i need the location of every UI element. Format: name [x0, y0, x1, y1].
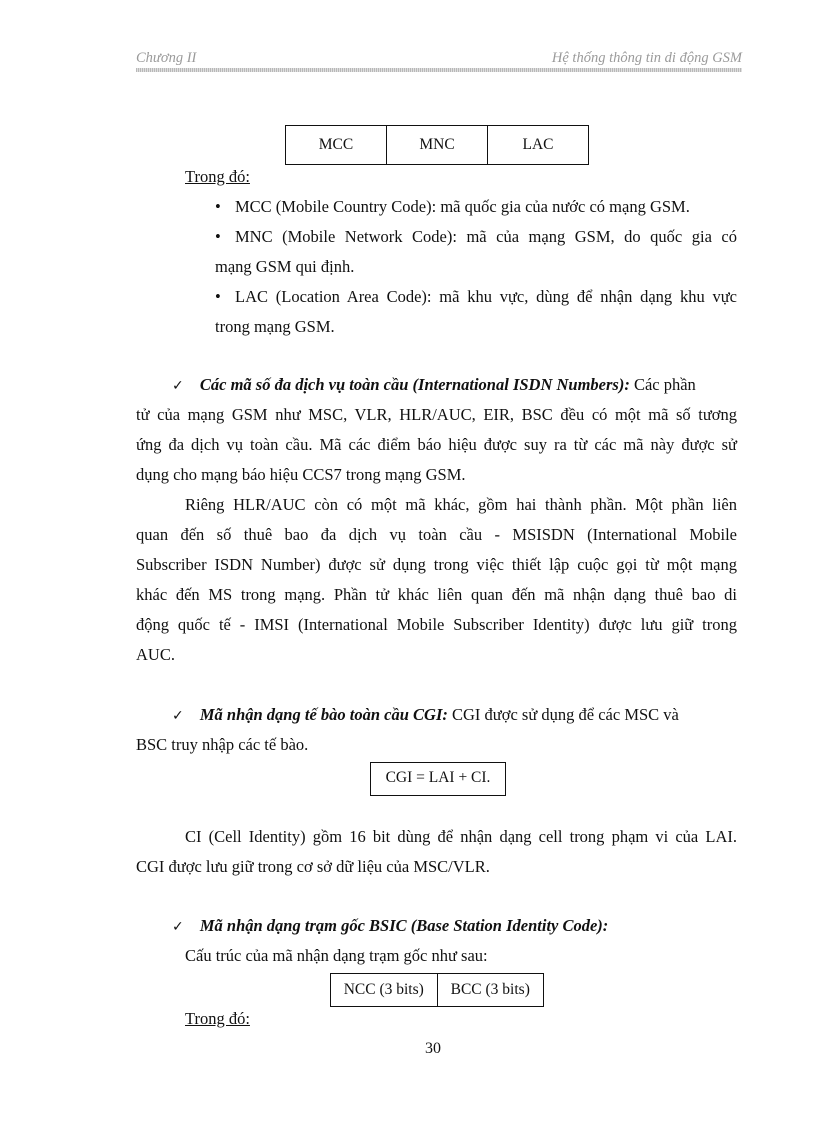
header-title: Hệ thống thông tin di động GSM: [551, 50, 742, 66]
cgi-formula-box: [370, 762, 506, 796]
check-mark-icon: ✓: [172, 708, 184, 724]
cgi-formula: CGI = LAI + CI.: [385, 769, 491, 786]
trong-do-label: Trong đó:: [185, 167, 250, 186]
lai-cell-lac: LAC: [488, 126, 589, 165]
bullet-mnc: • MNC (Mobile Network Code): mã của mạng GSM, do quốc gia có: [215, 227, 737, 246]
bsic-intro: Cấu trúc của mã nhận dạng trạm gốc như sau:: [185, 946, 488, 965]
isdn-line1-tail: Các phần: [629, 375, 696, 394]
isdn-p2-line2: quan đến số thuê bao đa dịch vụ toàn cầu - MSISDN (International Mobile: [136, 525, 737, 544]
cgi-heading-line: [172, 705, 737, 726]
lai-cell-mcc: MCC: [286, 126, 387, 165]
cgi-line1-tail: CGI được sử dụng để các MSC và: [447, 705, 679, 724]
isdn-p2-line3: Subscriber ISDN Number) được sử dụng trong việc thiết lập cuộc gọi từ một mạng: [136, 555, 737, 574]
isdn-line3: ứng đa dịch vụ toàn cầu. Mã các điểm báo hiệu được suy ra từ các mã này được sử: [136, 435, 737, 454]
bsic-heading-line: [172, 916, 608, 937]
isdn-line2: tử của mạng GSM như MSC, VLR, HLR/AUC, EIR, BSC đều có một mã số tương: [136, 405, 737, 424]
trong-do-label-2: Trong đó:: [185, 1009, 250, 1028]
bullet-lac-text: LAC (Location Area Code): mã khu vực, dùng để nhận dạng khu vực: [235, 287, 737, 306]
cgi-line2: BSC truy nhập các tế bào.: [136, 735, 309, 754]
bsic-cell-ncc: NCC (3 bits): [331, 974, 438, 1007]
bsic-heading: Mã nhận dạng trạm gốc BSIC (Base Station Identity Code):: [199, 916, 609, 935]
lai-structure-table: [285, 125, 589, 165]
check-mark-icon: ✓: [172, 919, 184, 935]
isdn-line4: dụng cho mạng báo hiệu CCS7 trong mạng GSM.: [136, 465, 466, 484]
bullet-mcc: • MCC (Mobile Country Code): mã quốc gia của nước có mạng GSM.: [215, 197, 690, 216]
cgi-p-line1: CI (Cell Identity) gồm 16 bit dùng để nhận dạng cell trong phạm vi của LAI.: [185, 827, 737, 846]
isdn-heading: Các mã số đa dịch vụ toàn cầu (International ISDN Numbers):: [199, 375, 630, 394]
page-number: 30: [425, 1040, 441, 1057]
header-rule: [136, 68, 742, 72]
isdn-p2-line4: khác đến MS trong mạng. Phần tử khác liên quan đến mã nhận dạng thuê bao di: [136, 585, 737, 604]
bsic-cell-bcc: BCC (3 bits): [437, 974, 544, 1007]
cgi-heading: Mã nhận dạng tế bào toàn cầu CGI:: [199, 705, 448, 724]
check-mark-icon: ✓: [172, 378, 184, 394]
isdn-heading-line: [172, 375, 737, 396]
isdn-p2-line6: AUC.: [136, 645, 175, 664]
isdn-p2-line5: động quốc tế - IMSI (International Mobile Subscriber Identity) được lưu giữ trong: [136, 615, 737, 634]
bullet-mnc-text: MNC (Mobile Network Code): mã của mạng GSM, do quốc gia có: [235, 227, 737, 246]
isdn-p2-line1: Riêng HLR/AUC còn có một mã khác, gồm hai thành phần. Một phần liên: [185, 495, 737, 514]
bullet-mnc-cont: mạng GSM qui định.: [215, 257, 355, 276]
lai-cell-mnc: MNC: [387, 126, 488, 165]
bullet-lac-cont: trong mạng GSM.: [215, 317, 335, 336]
header-chapter: Chương II: [136, 50, 197, 66]
cgi-p-line2: CGI được lưu giữ trong cơ sở dữ liệu của MSC/VLR.: [136, 857, 490, 876]
bsic-structure-table: [330, 973, 544, 1007]
bullet-lac: • LAC (Location Area Code): mã khu vực, dùng để nhận dạng khu vực: [215, 287, 737, 306]
bullet-mcc-text: MCC (Mobile Country Code): mã quốc gia của nước có mạng GSM.: [235, 197, 690, 216]
